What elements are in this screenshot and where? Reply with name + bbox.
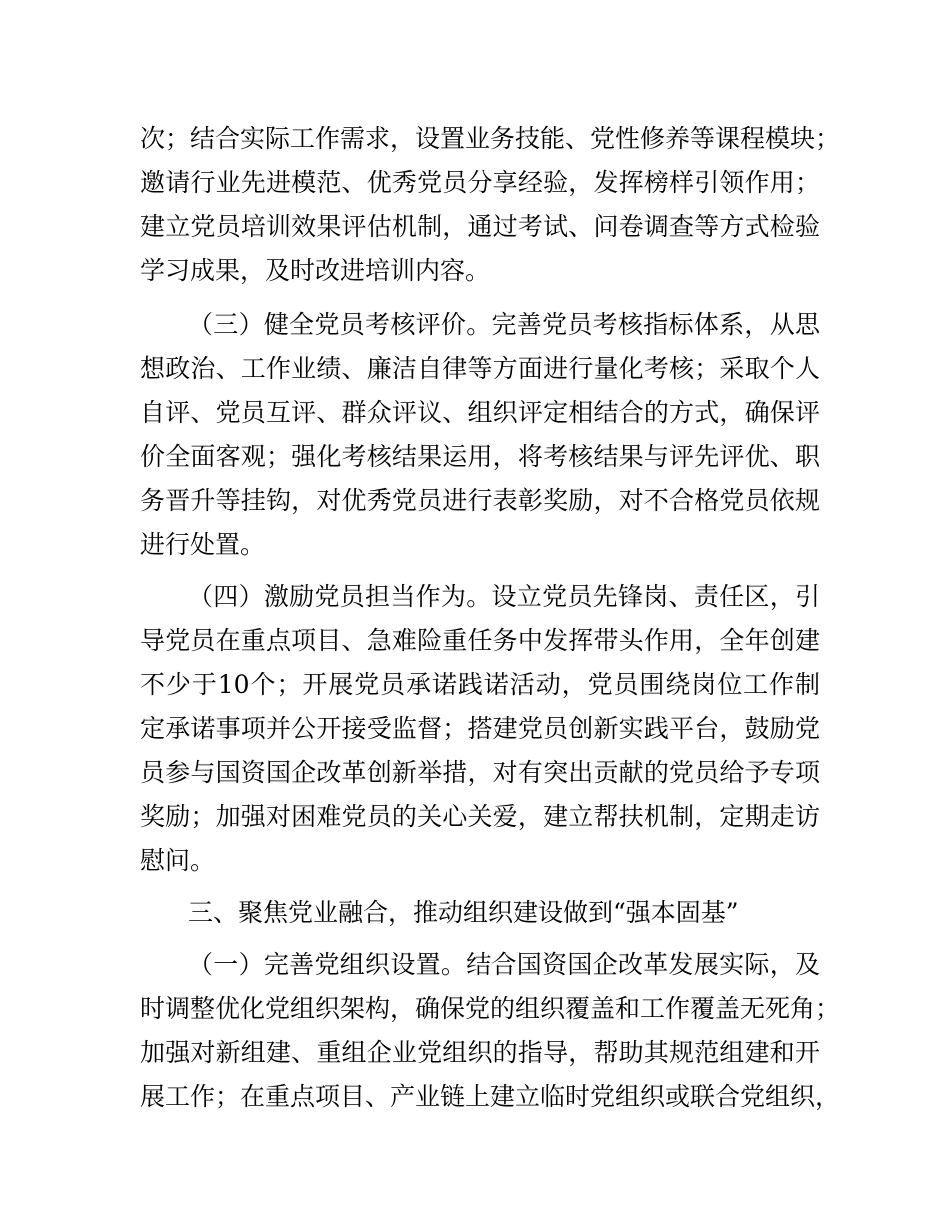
text-line: 想政治、工作业绩、廉洁自律等方面进行量化考核；采取个人 xyxy=(140,354,820,383)
paragraph-heading-line: （一）完善党组织设置。结合国资国企改革发展实际，及 xyxy=(188,950,820,979)
section-heading: 三、聚焦党业融合，推动组织建设做到“强本固基” xyxy=(188,898,739,927)
text-line: 次；结合实际工作需求，设置业务技能、党性修养等课程模块； xyxy=(140,124,841,153)
paragraph-heading-line: （四）激励党员担当作为。设立党员先锋岗、责任区，引 xyxy=(188,582,820,611)
text-line: 导党员在重点项目、急难险重任务中发挥带头作用，全年创建 xyxy=(140,626,820,655)
text-line: 建立党员培训效果评估机制，通过考试、问卷调查等方式检验 xyxy=(140,212,820,241)
text-line: 价全面客观；强化考核结果运用，将考核结果与评先评优、职 xyxy=(140,442,820,471)
text-line: 奖励；加强对困难党员的关心关爱，建立帮扶机制，定期走访 xyxy=(140,802,820,831)
text-line: 不少于10个；开展党员承诺践诺活动，党员围绕岗位工作制 xyxy=(140,670,820,699)
text-line: 加强对新组建、重组企业党组织的指导，帮助其规范组建和开 xyxy=(140,1038,820,1067)
text-line: 务晋升等挂钩，对优秀党员进行表彰奖励，对不合格党员依规 xyxy=(140,486,820,515)
text-line: 邀请行业先进模范、优秀党员分享经验，发挥榜样引领作用； xyxy=(140,168,820,197)
text-line: 进行处置。 xyxy=(140,530,266,559)
text-line: 时调整优化党组织架构，确保党的组织覆盖和工作覆盖无死角； xyxy=(140,994,841,1023)
text-line: 自评、党员互评、群众评议、组织评定相结合的方式，确保评 xyxy=(140,398,820,427)
text-line: 定承诺事项并公开接受监督；搭建党员创新实践平台，鼓励党 xyxy=(140,714,820,743)
text-line: 慰问。 xyxy=(140,846,216,875)
paragraph-heading-line: （三）健全党员考核评价。完善党员考核指标体系，从思 xyxy=(188,310,820,339)
text-line: 员参与国资国企改革创新举措，对有突出贡献的党员给予专项 xyxy=(140,758,820,787)
text-line: 学习成果，及时改进培训内容。 xyxy=(140,256,491,285)
text-line: 展工作；在重点项目、产业链上建立临时党组织或联合党组织， xyxy=(140,1082,841,1111)
